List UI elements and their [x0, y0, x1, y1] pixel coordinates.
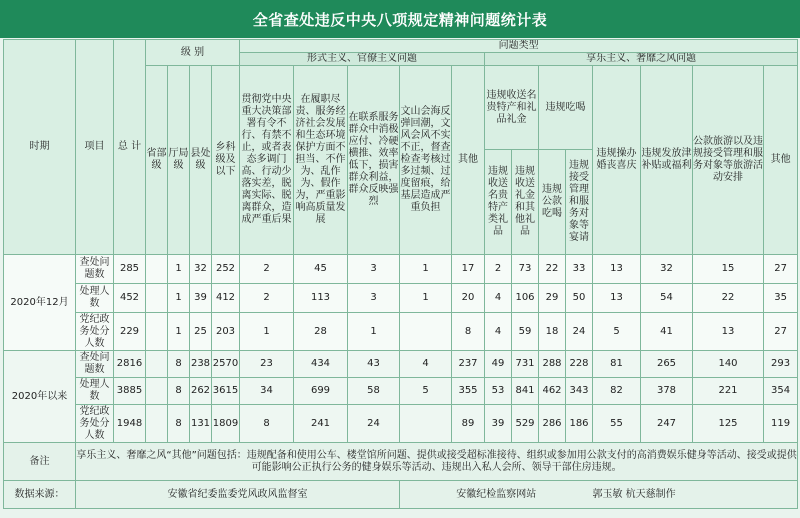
cell: 29 — [539, 284, 566, 313]
cell: 39 — [485, 405, 512, 443]
cell: 27 — [764, 255, 798, 284]
cell: 1809 — [212, 405, 240, 443]
cell: 125 — [693, 405, 764, 443]
type-b-dining-group: 违规吃喝 — [539, 66, 593, 150]
cell: 41 — [641, 313, 693, 351]
cell: 49 — [485, 351, 512, 378]
item-label: 党纪政务处分人数 — [76, 313, 114, 351]
cell: 2 — [240, 255, 294, 284]
cell: 53 — [485, 378, 512, 405]
type-b-other: 其他 — [764, 66, 798, 255]
type-a1: 贯彻党中央重大决策部署有令不行、有禁不止，或者表态多调门高、行动少落实差，脱离实际、脱离群众，造成严重后果 — [240, 66, 294, 255]
cell: 106 — [512, 284, 539, 313]
cell: 286 — [539, 405, 566, 443]
cell: 3 — [348, 284, 400, 313]
cell: 1 — [240, 313, 294, 351]
item-label: 查处问题数 — [76, 255, 114, 284]
cell: 32 — [190, 255, 212, 284]
cell: 2 — [240, 284, 294, 313]
cell: 131 — [190, 405, 212, 443]
cell: 82 — [593, 378, 641, 405]
cell: 8 — [168, 378, 190, 405]
cell: 247 — [641, 405, 693, 443]
note-label: 备注 — [4, 443, 76, 481]
cell: 3 — [348, 255, 400, 284]
cell: 50 — [566, 284, 593, 313]
problem-type-header: 问题类型 — [240, 40, 798, 53]
cell: 434 — [294, 351, 348, 378]
note-row — [4, 443, 798, 481]
cell: 3615 — [212, 378, 240, 405]
cell: 8 — [168, 351, 190, 378]
cell — [146, 255, 168, 284]
cell: 32 — [641, 255, 693, 284]
cell: 23 — [240, 351, 294, 378]
cell: 140 — [693, 351, 764, 378]
cell: 5 — [593, 313, 641, 351]
source-org: 安徽省纪委监委党风政风监督室 — [76, 481, 400, 509]
cell — [146, 313, 168, 351]
cell: 59 — [512, 313, 539, 351]
table-row — [4, 284, 798, 313]
source-site: 安徽纪检监察网站 — [400, 481, 593, 509]
cell: 43 — [348, 351, 400, 378]
cell: 113 — [294, 284, 348, 313]
table-row — [4, 378, 798, 405]
cell: 24 — [348, 405, 400, 443]
type-b-weddings: 违规操办婚丧喜庆 — [593, 66, 641, 255]
cell: 1 — [168, 255, 190, 284]
cell-total: 1948 — [114, 405, 146, 443]
cell: 5 — [400, 378, 452, 405]
period-header: 时期 — [4, 40, 76, 255]
cell: 35 — [764, 284, 798, 313]
table-row — [4, 351, 798, 378]
table-row — [4, 255, 798, 284]
table-row — [4, 313, 798, 351]
cell: 119 — [764, 405, 798, 443]
cell: 13 — [593, 284, 641, 313]
type-b-public-dining: 违规公款吃喝 — [539, 150, 566, 255]
cell: 89 — [452, 405, 485, 443]
type-b-gifts-group: 违规收送名贵特产和礼品礼金 — [485, 66, 539, 150]
cell: 54 — [641, 284, 693, 313]
item-label: 处理人数 — [76, 284, 114, 313]
cell: 2570 — [212, 351, 240, 378]
cell: 58 — [348, 378, 400, 405]
cell: 241 — [294, 405, 348, 443]
level-township: 乡科级及以下 — [212, 66, 240, 255]
cell: 262 — [190, 378, 212, 405]
type-b-subsidies: 违规发放津补贴或福利 — [641, 66, 693, 255]
cell: 252 — [212, 255, 240, 284]
cell: 13 — [593, 255, 641, 284]
cell: 265 — [641, 351, 693, 378]
period-cell: 2020年12月 — [4, 255, 76, 351]
cell: 8 — [168, 405, 190, 443]
source-label: 数据来源： — [4, 481, 76, 509]
cell: 22 — [693, 284, 764, 313]
cell: 4 — [485, 284, 512, 313]
cell: 22 — [539, 255, 566, 284]
cell: 1 — [348, 313, 400, 351]
item-header: 项目 — [76, 40, 114, 255]
cell: 355 — [452, 378, 485, 405]
cell: 55 — [593, 405, 641, 443]
cell: 4 — [400, 351, 452, 378]
cell: 293 — [764, 351, 798, 378]
cell: 8 — [240, 405, 294, 443]
cell: 39 — [190, 284, 212, 313]
cell: 73 — [512, 255, 539, 284]
cell: 1 — [400, 284, 452, 313]
cell: 17 — [452, 255, 485, 284]
type-a3: 在联系服务群众中消极应付、冷硬横推、效率低下，损害群众利益，群众反映强烈 — [348, 66, 400, 255]
cell — [400, 405, 452, 443]
cell: 27 — [764, 313, 798, 351]
cell: 1 — [168, 284, 190, 313]
level-header: 级 别 — [146, 40, 240, 66]
cell: 354 — [764, 378, 798, 405]
cell: 228 — [566, 351, 593, 378]
cell: 378 — [641, 378, 693, 405]
cell: 4 — [485, 313, 512, 351]
group-hedonism-header: 享乐主义、奢靡之风问题 — [485, 53, 798, 66]
level-provincial: 省部级 — [146, 66, 168, 255]
type-a4: 文山会海反弹回潮，文风会风不实不正，督查检查考核过多过频、过度留痕，给基层造成严重负担 — [400, 66, 452, 255]
type-b-gift-money: 违规收送礼金和其他礼品 — [512, 150, 539, 255]
cell: 238 — [190, 351, 212, 378]
total-header: 总 计 — [114, 40, 146, 255]
cell: 237 — [452, 351, 485, 378]
cell: 221 — [693, 378, 764, 405]
cell: 15 — [693, 255, 764, 284]
cell: 45 — [294, 255, 348, 284]
cell: 699 — [294, 378, 348, 405]
statistics-table — [3, 39, 798, 509]
source-author: 郭玉敏 杭天慈制作 — [593, 481, 798, 509]
period-cell: 2020年以来 — [4, 351, 76, 443]
type-a-other: 其他 — [452, 66, 485, 255]
cell: 529 — [512, 405, 539, 443]
cell: 81 — [593, 351, 641, 378]
cell: 28 — [294, 313, 348, 351]
cell — [400, 313, 452, 351]
cell: 33 — [566, 255, 593, 284]
cell: 412 — [212, 284, 240, 313]
item-label: 查处问题数 — [76, 351, 114, 378]
cell: 24 — [566, 313, 593, 351]
group-formalism-header: 形式主义、官僚主义问题 — [240, 53, 485, 66]
cell-total: 2816 — [114, 351, 146, 378]
cell: 25 — [190, 313, 212, 351]
cell — [146, 351, 168, 378]
source-row — [4, 481, 798, 509]
cell: 1 — [168, 313, 190, 351]
cell: 462 — [539, 378, 566, 405]
level-bureau: 厅局级 — [168, 66, 190, 255]
level-county: 县处级 — [190, 66, 212, 255]
cell-total: 285 — [114, 255, 146, 284]
type-b-accept-banquet: 违规接受管理和服务对象等宴请 — [566, 150, 593, 255]
type-a2: 在履职尽责、服务经济社会发展和生态环境保护方面不担当、不作为、乱作为、假作为，严重影响高质量发展 — [294, 66, 348, 255]
table-row — [4, 405, 798, 443]
page-title: 全省查处违反中央八项规定精神问题统计表 — [0, 0, 800, 38]
item-label: 党纪政务处分人数 — [76, 405, 114, 443]
cell: 13 — [693, 313, 764, 351]
item-label: 处理人数 — [76, 378, 114, 405]
cell: 34 — [240, 378, 294, 405]
cell — [146, 405, 168, 443]
cell: 8 — [452, 313, 485, 351]
note-text: 享乐主义、奢靡之风“其他”问题包括：违规配备和使用公车、楼堂馆所问题、提供或接受超标准接待、组织或参加用公款支付的高消费娱乐健身等活动、接受或提供可能影响公正执行公务的健身娱乐等活动、违规出入私人会所、领导干部住房违规。 — [76, 443, 798, 481]
cell: 343 — [566, 378, 593, 405]
cell — [146, 378, 168, 405]
cell: 20 — [452, 284, 485, 313]
cell-total: 3885 — [114, 378, 146, 405]
cell — [146, 284, 168, 313]
cell: 203 — [212, 313, 240, 351]
type-b-gift-specialty: 违规收送名贵特产类礼品 — [485, 150, 512, 255]
cell: 841 — [512, 378, 539, 405]
cell-total: 452 — [114, 284, 146, 313]
cell: 186 — [566, 405, 593, 443]
type-b-travel: 公款旅游以及违规接受管理和服务对象等旅游活动安排 — [693, 66, 764, 255]
cell: 1 — [400, 255, 452, 284]
cell: 731 — [512, 351, 539, 378]
cell: 288 — [539, 351, 566, 378]
cell: 2 — [485, 255, 512, 284]
cell: 18 — [539, 313, 566, 351]
cell-total: 229 — [114, 313, 146, 351]
